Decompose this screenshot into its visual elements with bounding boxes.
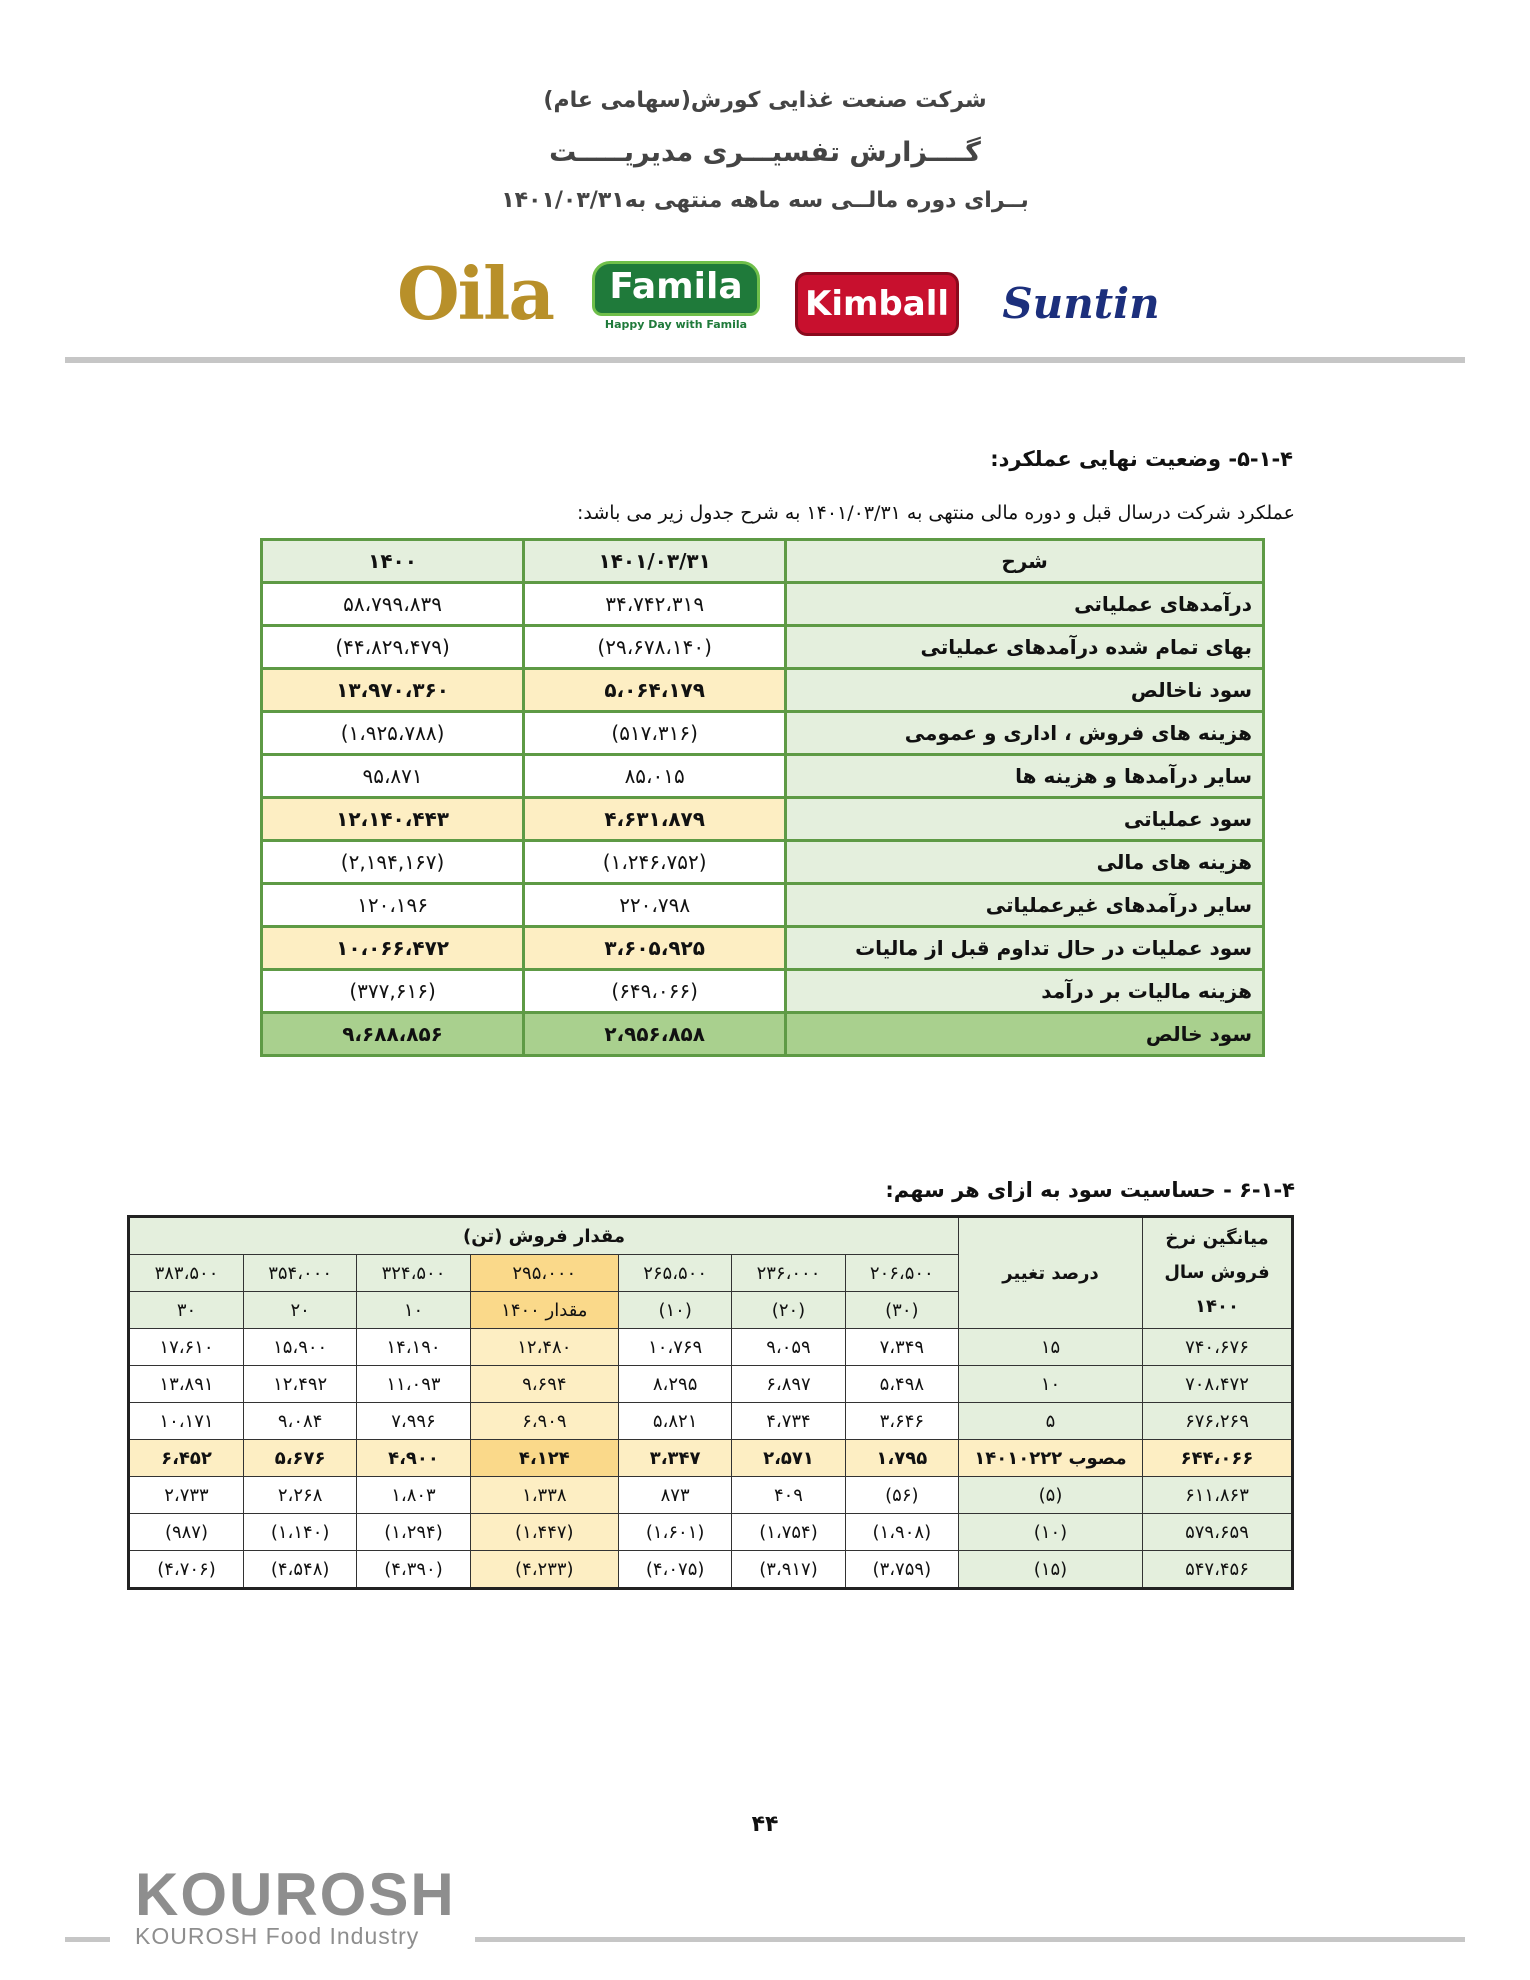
value-1401: ۲،۹۵۶،۸۵۸	[524, 1013, 786, 1056]
eps-cell: ۱۱،۰۹۳	[357, 1366, 470, 1403]
eps-cell: (۴،۵۴۸)	[243, 1551, 356, 1589]
eps-cell: ۸۷۳	[618, 1477, 731, 1514]
row-label: درآمدهای عملیاتی	[786, 583, 1264, 626]
eps-cell: ۲،۵۷۱	[732, 1440, 845, 1477]
rate-cell: ۵۷۹،۶۵۹	[1143, 1514, 1293, 1551]
eps-cell: ۱۲،۴۸۰	[470, 1329, 618, 1366]
quantity-cell: ۳۵۴،۰۰۰	[243, 1255, 356, 1292]
eps-cell: ۲،۷۳۳	[129, 1477, 244, 1514]
eps-cell: (۳،۹۱۷)	[732, 1551, 845, 1589]
col-header-change: درصد تغییر	[959, 1217, 1143, 1329]
rate-cell: ۶۴۴،۰۶۶	[1143, 1440, 1293, 1477]
quantity-cell: ۲۳۶،۰۰۰	[732, 1255, 845, 1292]
value-1400: ۵۸،۷۹۹،۸۳۹	[262, 583, 524, 626]
eps-cell: (۱،۶۰۱)	[618, 1514, 731, 1551]
eps-cell: ۱۵،۹۰۰	[243, 1329, 356, 1366]
eps-cell: ۶،۴۵۲	[129, 1440, 244, 1477]
eps-cell: ۵،۶۷۶	[243, 1440, 356, 1477]
eps-cell: ۵،۴۹۸	[845, 1366, 958, 1403]
eps-cell: ۵،۸۲۱	[618, 1403, 731, 1440]
eps-cell: (۱،۱۴۰)	[243, 1514, 356, 1551]
eps-cell: (۴،۷۰۶)	[129, 1551, 244, 1589]
eps-cell: (۱،۴۴۷)	[470, 1514, 618, 1551]
change-cell: ۱۰	[959, 1366, 1143, 1403]
eps-cell: ۳،۶۴۶	[845, 1403, 958, 1440]
eps-cell: ۹،۰۸۴	[243, 1403, 356, 1440]
eps-cell: (۱،۷۵۴)	[732, 1514, 845, 1551]
table-header-row	[262, 540, 1264, 583]
sensitivity-table	[127, 1215, 1294, 1590]
famila-logo-text: Famila	[592, 261, 759, 316]
table-row	[262, 583, 1264, 626]
value-1401: ۴،۶۳۱،۸۷۹	[524, 798, 786, 841]
rate-cell: ۶۷۶،۲۶۹	[1143, 1403, 1293, 1440]
row-label: سود عملیات در حال تداوم قبل از مالیات	[786, 927, 1264, 970]
eps-cell: ۱۰،۷۶۹	[618, 1329, 731, 1366]
footer-divider-left	[65, 1937, 110, 1942]
kimball-logo: Kimball	[795, 272, 959, 336]
eps-cell: (۳،۷۵۹)	[845, 1551, 958, 1589]
eps-cell: ۶،۹۰۹	[470, 1403, 618, 1440]
change-cell: (۵)	[959, 1477, 1143, 1514]
table-row	[262, 927, 1264, 970]
col-header-rate	[1143, 1217, 1293, 1329]
quantity-pct-cell: ۳۰	[129, 1292, 244, 1329]
kourosh-logo-text: KOUROSH	[135, 1861, 456, 1928]
row-label: هزینه مالیات بر درآمد	[786, 970, 1264, 1013]
eps-cell: (۴،۳۹۰)	[357, 1551, 470, 1589]
row-label: بهای تمام شده درآمدهای عملیاتی	[786, 626, 1264, 669]
value-1401: ۳،۶۰۵،۹۲۵	[524, 927, 786, 970]
quantity-cell: ۳۲۴،۵۰۰	[357, 1255, 470, 1292]
value-1400: ۹۵،۸۷۱	[262, 755, 524, 798]
table-row	[262, 798, 1264, 841]
value-1401: (۲۹،۶۷۸،۱۴۰)	[524, 626, 786, 669]
rate-cell: ۵۴۷،۴۵۶	[1143, 1551, 1293, 1589]
value-1401: ۵،۰۶۴،۱۷۹	[524, 669, 786, 712]
table-row	[129, 1366, 1293, 1403]
row-label: هزینه های مالی	[786, 841, 1264, 884]
table-row	[262, 970, 1264, 1013]
rate-cell: ۷۴۰،۶۷۶	[1143, 1329, 1293, 1366]
eps-cell: ۱،۳۳۸	[470, 1477, 618, 1514]
eps-cell: ۴۰۹	[732, 1477, 845, 1514]
table-row	[262, 755, 1264, 798]
value-1400: (۲,۱۹۴,۱۶۷)	[262, 841, 524, 884]
quantity-cell: ۳۸۳،۵۰۰	[129, 1255, 244, 1292]
value-1401: (۱،۲۴۶،۷۵۲)	[524, 841, 786, 884]
table-row	[262, 626, 1264, 669]
row-label: سایر درآمدها و هزینه ها	[786, 755, 1264, 798]
value-1400: ۱۲۰،۱۹۶	[262, 884, 524, 927]
change-cell: مصوب ۱۴۰۱۰۲۲۲	[959, 1440, 1143, 1477]
company-name: شرکت صنعت غذایی کورش(سهامی عام)	[543, 88, 987, 113]
value-1400: (۳۷۷,۶۱۶)	[262, 970, 524, 1013]
table-header-row	[129, 1217, 1293, 1255]
value-1400: (۱،۹۲۵،۷۸۸)	[262, 712, 524, 755]
oila-logo: Oila	[396, 250, 554, 336]
table-row	[262, 669, 1264, 712]
eps-cell: (۱،۲۹۴)	[357, 1514, 470, 1551]
eps-cell: ۳،۳۴۷	[618, 1440, 731, 1477]
header-divider	[65, 357, 1465, 363]
col-header-1401: ۱۴۰۱/۰۳/۳۱	[524, 540, 786, 583]
kourosh-logo-subtitle: KOUROSH Food Industry	[135, 1923, 420, 1949]
value-1400: ۹،۶۸۸،۸۵۶	[262, 1013, 524, 1056]
eps-cell: ۱۴،۱۹۰	[357, 1329, 470, 1366]
eps-cell: ۷،۹۹۶	[357, 1403, 470, 1440]
section-title-sensitivity: ۶-۱-۴ - حساسیت سود به ازای هر سهم:	[885, 1178, 1295, 1202]
table-row	[262, 841, 1264, 884]
value-1400: ۱۰،۰۶۶،۴۷۲	[262, 927, 524, 970]
quantity-cell: ۲۰۶،۵۰۰	[845, 1255, 958, 1292]
rate-header-line: فروش سال	[1164, 1262, 1270, 1283]
eps-cell: ۴،۱۲۴	[470, 1440, 618, 1477]
table-row	[262, 712, 1264, 755]
eps-cell: ۱۷،۶۱۰	[129, 1329, 244, 1366]
row-label: سود ناخالص	[786, 669, 1264, 712]
quantity-pct-cell: ۱۰	[357, 1292, 470, 1329]
table-row	[129, 1477, 1293, 1514]
eps-cell: ۱۰،۱۷۱	[129, 1403, 244, 1440]
eps-cell: ۴،۹۰۰	[357, 1440, 470, 1477]
rate-cell: ۷۰۸،۴۷۲	[1143, 1366, 1293, 1403]
table-row	[262, 884, 1264, 927]
eps-cell: ۹،۰۵۹	[732, 1329, 845, 1366]
suntin-logo: Suntin	[1002, 278, 1160, 328]
change-cell: ۱۵	[959, 1329, 1143, 1366]
section-title-performance: ۵-۱-۴- وضعیت نهایی عملکرد:	[990, 447, 1293, 471]
table-row-approved	[129, 1440, 1293, 1477]
value-1401: ۳۴،۷۴۲،۳۱۹	[524, 583, 786, 626]
col-header-description: شرح	[786, 540, 1264, 583]
page-number: ۴۴	[751, 1812, 779, 1837]
value-1400: (۴۴،۸۲۹،۴۷۹)	[262, 626, 524, 669]
table-total-row	[262, 1013, 1264, 1056]
eps-cell: (۵۶)	[845, 1477, 958, 1514]
row-label: سود خالص	[786, 1013, 1264, 1056]
row-label: هزینه های فروش ، اداری و عمومی	[786, 712, 1264, 755]
value-1401: ۲۲۰،۷۹۸	[524, 884, 786, 927]
rate-header-line: ۱۴۰۰	[1195, 1296, 1239, 1317]
value-1400: ۱۲،۱۴۰،۴۴۳	[262, 798, 524, 841]
eps-cell: ۴،۷۳۴	[732, 1403, 845, 1440]
report-period: بــرای دوره مالــی سه ماهه منتهی به۱۴۰۱/۰۳/۳۱	[501, 188, 1029, 213]
eps-cell: ۱۳،۸۹۱	[129, 1366, 244, 1403]
eps-cell: (۴،۲۳۳)	[470, 1551, 618, 1589]
quantity-pct-cell: (۳۰)	[845, 1292, 958, 1329]
famila-logo	[596, 250, 756, 342]
change-cell: (۱۰)	[959, 1514, 1143, 1551]
eps-cell: ۱۲،۴۹۲	[243, 1366, 356, 1403]
footer-divider-right	[475, 1937, 1465, 1942]
value-1400: ۱۳،۹۷۰،۳۶۰	[262, 669, 524, 712]
rate-cell: ۶۱۱،۸۶۳	[1143, 1477, 1293, 1514]
value-1401: (۶۴۹،۰۶۶)	[524, 970, 786, 1013]
eps-cell: (۴،۰۷۵)	[618, 1551, 731, 1589]
value-1401: ۸۵،۰۱۵	[524, 755, 786, 798]
table-row	[129, 1403, 1293, 1440]
famila-tagline: Happy Day with Famila	[604, 318, 748, 331]
quantity-cell: ۲۹۵،۰۰۰	[470, 1255, 618, 1292]
quantity-pct-cell: (۲۰)	[732, 1292, 845, 1329]
report-title: گــــزارش تفسیـــری مدیریـــــت	[549, 137, 981, 168]
eps-cell: ۷،۳۴۹	[845, 1329, 958, 1366]
row-label: سود عملیاتی	[786, 798, 1264, 841]
performance-table	[260, 538, 1265, 1057]
quantity-pct-cell: مقدار ۱۴۰۰	[470, 1292, 618, 1329]
table-row	[129, 1329, 1293, 1366]
quantity-pct-cell: (۱۰)	[618, 1292, 731, 1329]
quantity-pct-cell: ۲۰	[243, 1292, 356, 1329]
table-row	[129, 1514, 1293, 1551]
col-header-1400: ۱۴۰۰	[262, 540, 524, 583]
eps-cell: ۲،۲۶۸	[243, 1477, 356, 1514]
eps-cell: ۱،۷۹۵	[845, 1440, 958, 1477]
kourosh-logo	[135, 1860, 456, 1950]
change-cell: ۵	[959, 1403, 1143, 1440]
change-cell: (۱۵)	[959, 1551, 1143, 1589]
row-label: سایر درآمدهای غیرعملیاتی	[786, 884, 1264, 927]
section-intro: عملکرد شرکت درسال قبل و دوره مالی منتهی به ۱۴۰۱/۰۳/۳۱ به شرح جدول زیر می باشد:	[577, 502, 1295, 524]
value-1401: (۵۱۷،۳۱۶)	[524, 712, 786, 755]
rate-header-line: میانگین نرخ	[1165, 1228, 1269, 1249]
eps-cell: ۶،۸۹۷	[732, 1366, 845, 1403]
eps-cell: ۸،۲۹۵	[618, 1366, 731, 1403]
eps-cell: (۱،۹۰۸)	[845, 1514, 958, 1551]
quantity-cell: ۲۶۵،۵۰۰	[618, 1255, 731, 1292]
eps-cell: ۹،۶۹۴	[470, 1366, 618, 1403]
eps-cell: ۱،۸۰۳	[357, 1477, 470, 1514]
table-row	[129, 1551, 1293, 1589]
eps-cell: (۹۸۷)	[129, 1514, 244, 1551]
col-header-quantity: مقدار فروش (تن)	[129, 1217, 959, 1255]
